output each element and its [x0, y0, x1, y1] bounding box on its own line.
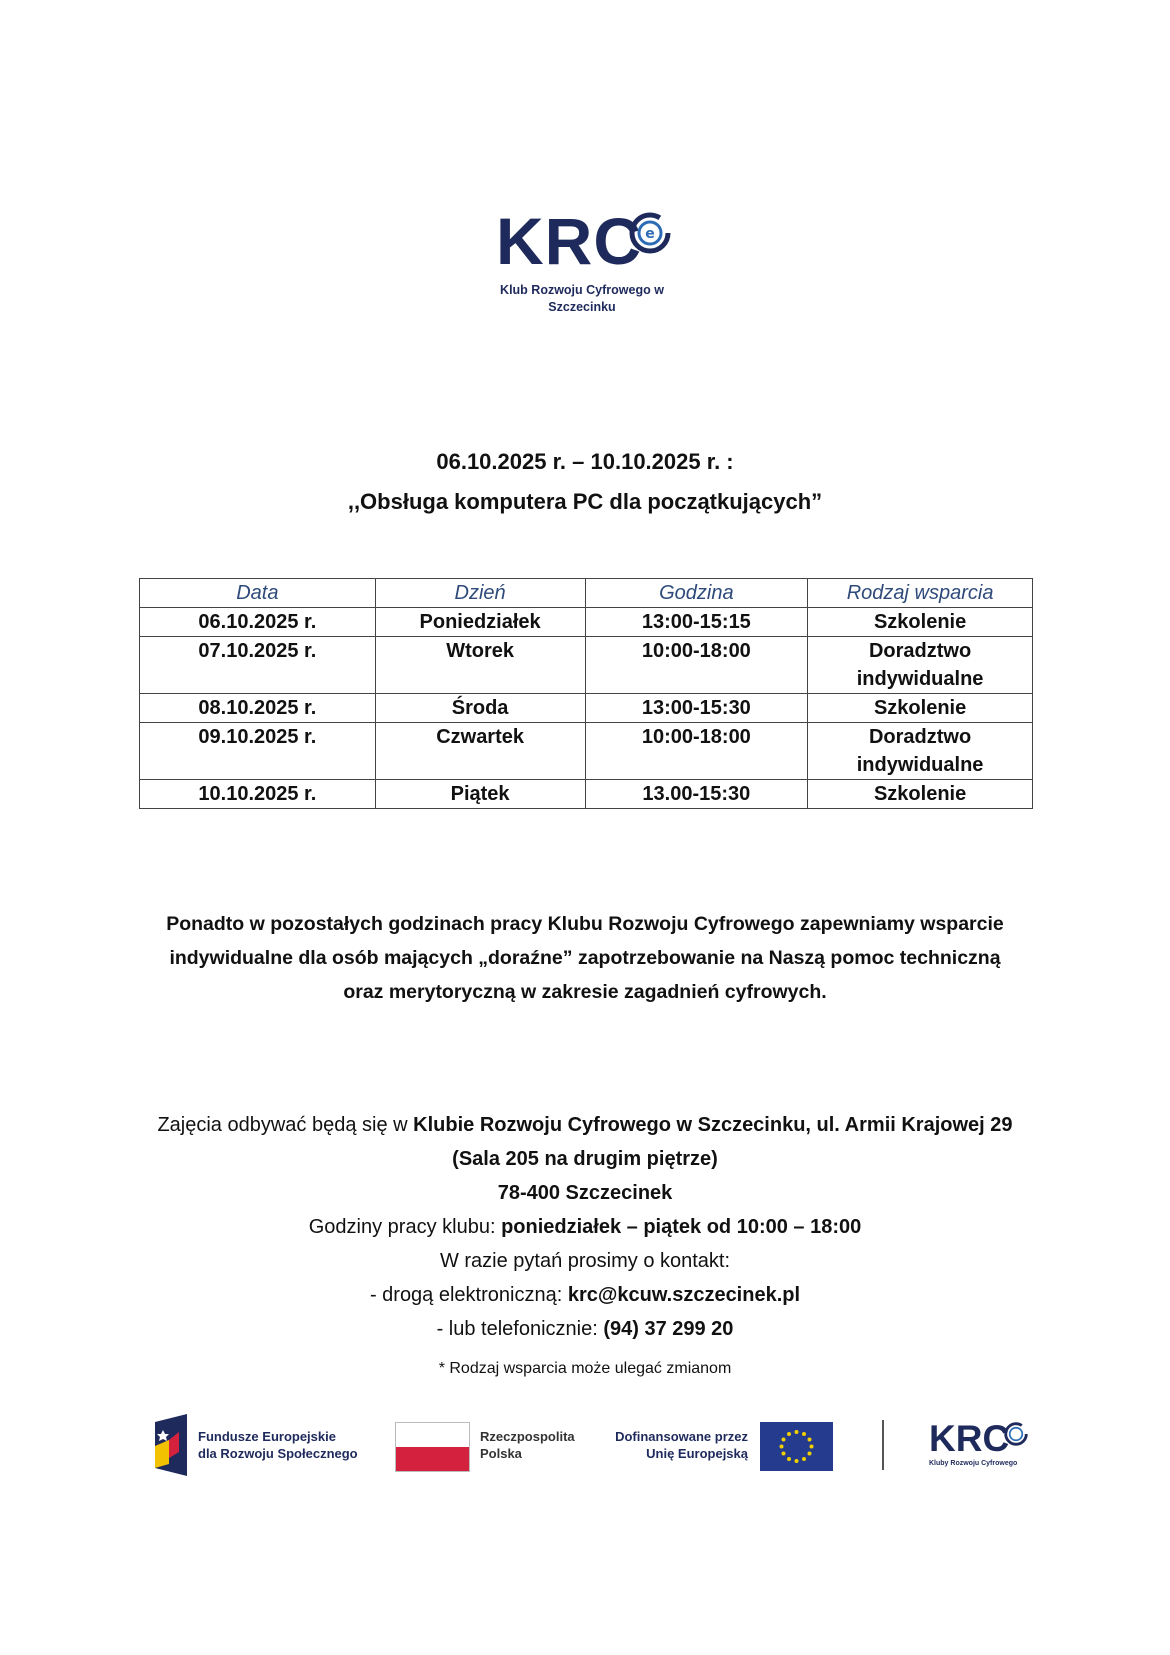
cell-type: Doradztwo indywidualne: [808, 723, 1033, 780]
pl-logo-text: Rzeczpospolita Polska: [480, 1429, 575, 1461]
support-paragraph: Ponadto w pozostałych godzinach pracy Klubu Rozwoju Cyfrowego zapewniamy wsparcie indywidualne dla osób mających „doraźne” zapotrzebowanie na Naszą pomoc techniczną oraz merytoryczną w zakresie zagadnień cyfrowych.: [166, 913, 1004, 1003]
cell-type: Szkolenie: [808, 780, 1033, 809]
krc-small-logo: [929, 1420, 1029, 1480]
club-hours-line: Godziny pracy klubu: poniedziałek – piątek od 10:00 – 18:00: [308, 1216, 862, 1238]
cell-day: Środa: [375, 694, 585, 723]
cell-date: 07.10.2025 r.: [140, 637, 376, 694]
cell-hours: 13:00-15:15: [585, 608, 808, 637]
cell-hours: 13:00-15:30: [585, 694, 808, 723]
table-header-row: [140, 579, 1033, 608]
fe-logo-icon: [153, 1412, 193, 1478]
cell-day: Piątek: [375, 780, 585, 809]
phone-line: - lub telefonicznie: (94) 37 299 20: [436, 1318, 734, 1340]
schedule-table: [139, 578, 1033, 809]
table-row: [140, 608, 1033, 637]
krc-logo-subtitle: Klub Rozwoju Cyfrowego w Szczecinku: [500, 283, 664, 314]
eu-flag-icon: [760, 1422, 833, 1471]
krc-logo-mark: KRC: [496, 204, 642, 278]
eu-logo-text: Dofinansowane przez Unię Europejską: [615, 1429, 748, 1461]
krc-small-e-ring-icon: [1004, 1422, 1028, 1446]
cell-date: 06.10.2025 r.: [140, 608, 376, 637]
course-title: ,,Obsługa komputera PC dla początkujących”: [347, 489, 823, 514]
cell-type: Doradztwo indywidualne: [808, 637, 1033, 694]
krc-small-mark: KRC: [929, 1418, 1010, 1459]
cell-day: Czwartek: [375, 723, 585, 780]
cell-date: 10.10.2025 r.: [140, 780, 376, 809]
krc-e-ring-icon: [629, 212, 671, 254]
svg-text:e: e: [645, 226, 655, 242]
header-support-type: Rodzaj wsparcia: [808, 579, 1033, 608]
fe-logo-text: Fundusze Europejskie dla Rozwoju Społecznego: [198, 1429, 358, 1461]
header-date: Data: [140, 579, 376, 608]
table-row: [140, 694, 1033, 723]
cell-hours: 13.00-15:30: [585, 780, 808, 809]
room-line: (Sala 205 na drugim piętrze): [452, 1148, 718, 1170]
cell-day: Wtorek: [375, 637, 585, 694]
cell-day: Poniedziałek: [375, 608, 585, 637]
footnote: * Rodzaj wsparcia może ulegać zmianom: [438, 1360, 732, 1377]
header-hours: Godzina: [585, 579, 808, 608]
krc-logo: [496, 204, 686, 318]
phone-number[interactable]: (94) 37 299 20: [603, 1318, 734, 1340]
contact-intro: W razie pytań prosimy o kontakt:: [439, 1250, 731, 1272]
date-range-title: 06.10.2025 r. – 10.10.2025 r. :: [436, 449, 734, 474]
location-line: Zajęcia odbywać będą się w Klubie Rozwoju Cyfrowego w Szczecinku, ul. Armii Krajowej 29: [157, 1114, 1013, 1136]
cell-hours: 10:00-18:00: [585, 723, 808, 780]
email-line: - drogą elektroniczną: krc@kcuw.szczecinek.pl: [369, 1284, 801, 1306]
polish-flag-icon: [395, 1422, 470, 1472]
postal-line: 78-400 Szczecinek: [497, 1182, 673, 1204]
cell-type: Szkolenie: [808, 694, 1033, 723]
cell-hours: 10:00-18:00: [585, 637, 808, 694]
email-link[interactable]: krc@kcuw.szczecinek.pl: [567, 1284, 801, 1306]
table-row: [140, 780, 1033, 809]
table-row: [140, 637, 1033, 694]
cell-type: Szkolenie: [808, 608, 1033, 637]
table-row: [140, 723, 1033, 780]
cell-date: 08.10.2025 r.: [140, 694, 376, 723]
header-day: Dzień: [375, 579, 585, 608]
cell-date: 09.10.2025 r.: [140, 723, 376, 780]
krc-small-subtitle: Kluby Rozwoju Cyfrowego: [929, 1460, 1018, 1467]
footer-divider: [882, 1420, 884, 1470]
